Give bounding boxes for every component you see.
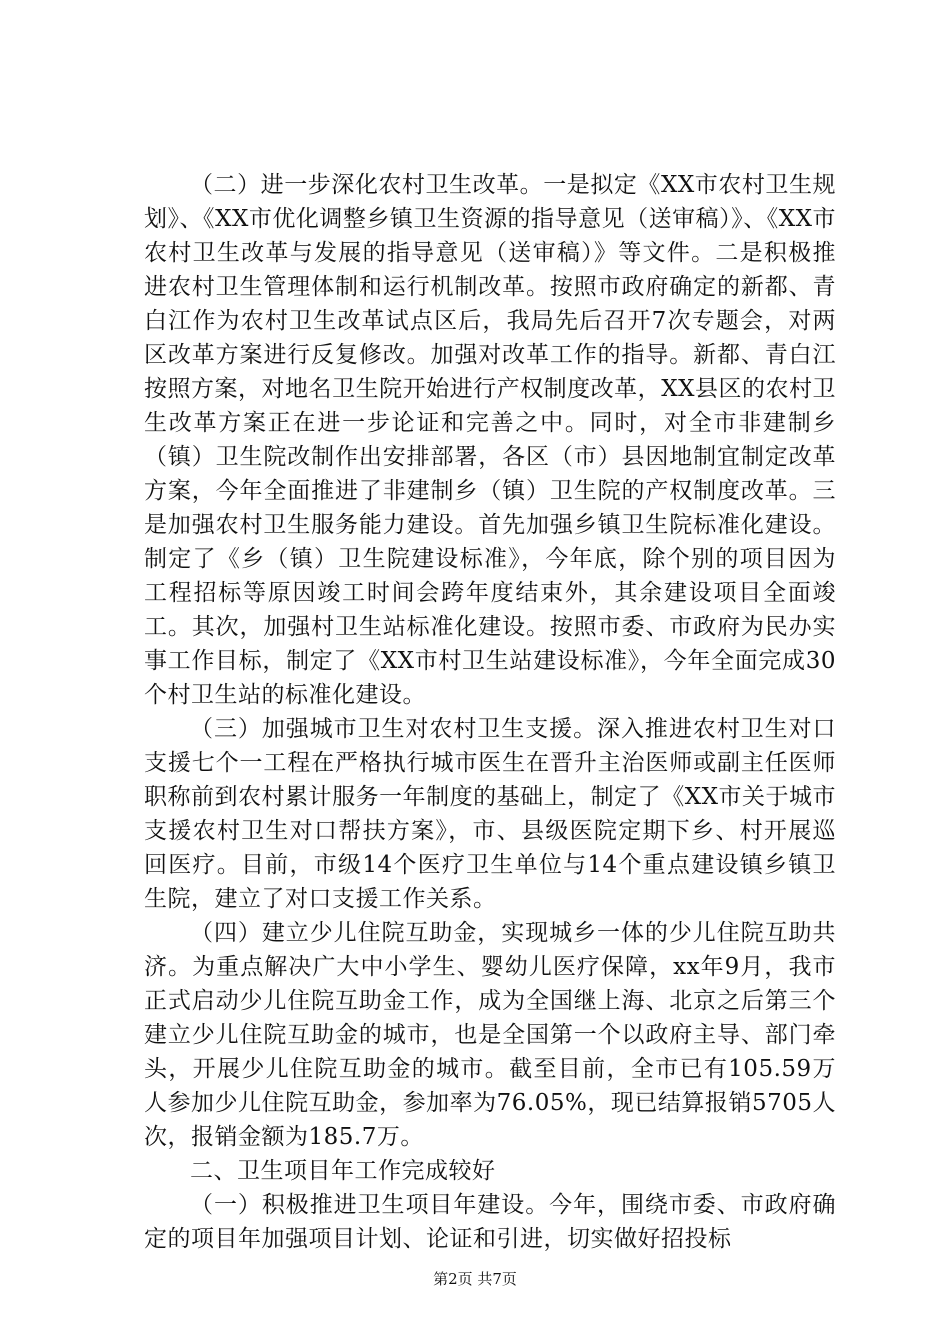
paragraph-urban-support: （三）加强城市卫生对农村卫生支援。深入推进农村卫生对口支援七个一工程在严格执行城市医生在晋升主治医师或副主任医师职称前到农村累计服务一年制度的基础上，制定了《XX市关于城市支援农村卫生对口帮扶方案》，市、县级医院定期下乡、村开展巡回医疗。目前，市级14个医疗卫生单位与14个重点建设镇乡镇卫生院，建立了对口支援工作关系。 [144, 716, 836, 912]
page-number-footer: 第2页 共7页 [433, 1270, 517, 1288]
section-heading-health-projects: 二、卫生项目年工作完成较好 [190, 1158, 496, 1184]
paragraph-child-insurance: （四）建立少儿住院互助金，实现城乡一体的少儿住院互助共济。为重点解决广大中小学生、婴幼儿医疗保障，xx年9月，我市正式启动少儿住院互助金工作，成为全国继上海、北京之后第三个建立少儿住院互助金的城市，也是全国第一个以政府主导、部门牵头，开展少儿住院互助金的城市。截至目前，全市已有105.59万人参加少儿住院互助金，参加率为76.05%，现已结算报销5705人次，报销金额为185.7万。 [144, 920, 836, 1150]
paragraph-project-construction: （一）积极推进卫生项目年建设。今年，围绕市委、市政府确定的项目年加强项目计划、论证和引进，切实做好招投标 [144, 1192, 836, 1252]
paragraph-rural-health-reform: （二）进一步深化农村卫生改革。一是拟定《XX市农村卫生规划》、《XX市优化调整乡镇卫生资源的指导意见（送审稿）》、《XX市农村卫生改革与发展的指导意见（送审稿）》等文件。二是积极推进农村卫生管理体制和运行机制改革。按照市政府确定的新都、青白江作为农村卫生改革试点区后，我局先后召开7次专题会，对两区改革方案进行反复修改。加强对改革工作的指导。新都、青白江按照方案，对地名卫生院开始进行产权制度改革，XX县区的农村卫生改革方案正在进一步论证和完善之中。同时，对全市非建制乡（镇）卫生院改制作出安排部署，各区（市）县因地制宜制定改革方案，今年全面推进了非建制乡（镇）卫生院的产权制度改革。三是加强农村卫生服务能力建设。首先加强乡镇卫生院标准化建设。制定了《乡（镇）卫生院建设标准》，今年底，除个别的项目因为工程招标等原因竣工时间会跨年度结束外，其余建设项目全面竣工。其次，加强村卫生站标准化建设。按照市委、市政府为民办实事工作目标，制定了《XX市村卫生站建设标准》，今年全面完成30个村卫生站的标准化建设。 [144, 172, 836, 708]
document-body [144, 168, 836, 1256]
